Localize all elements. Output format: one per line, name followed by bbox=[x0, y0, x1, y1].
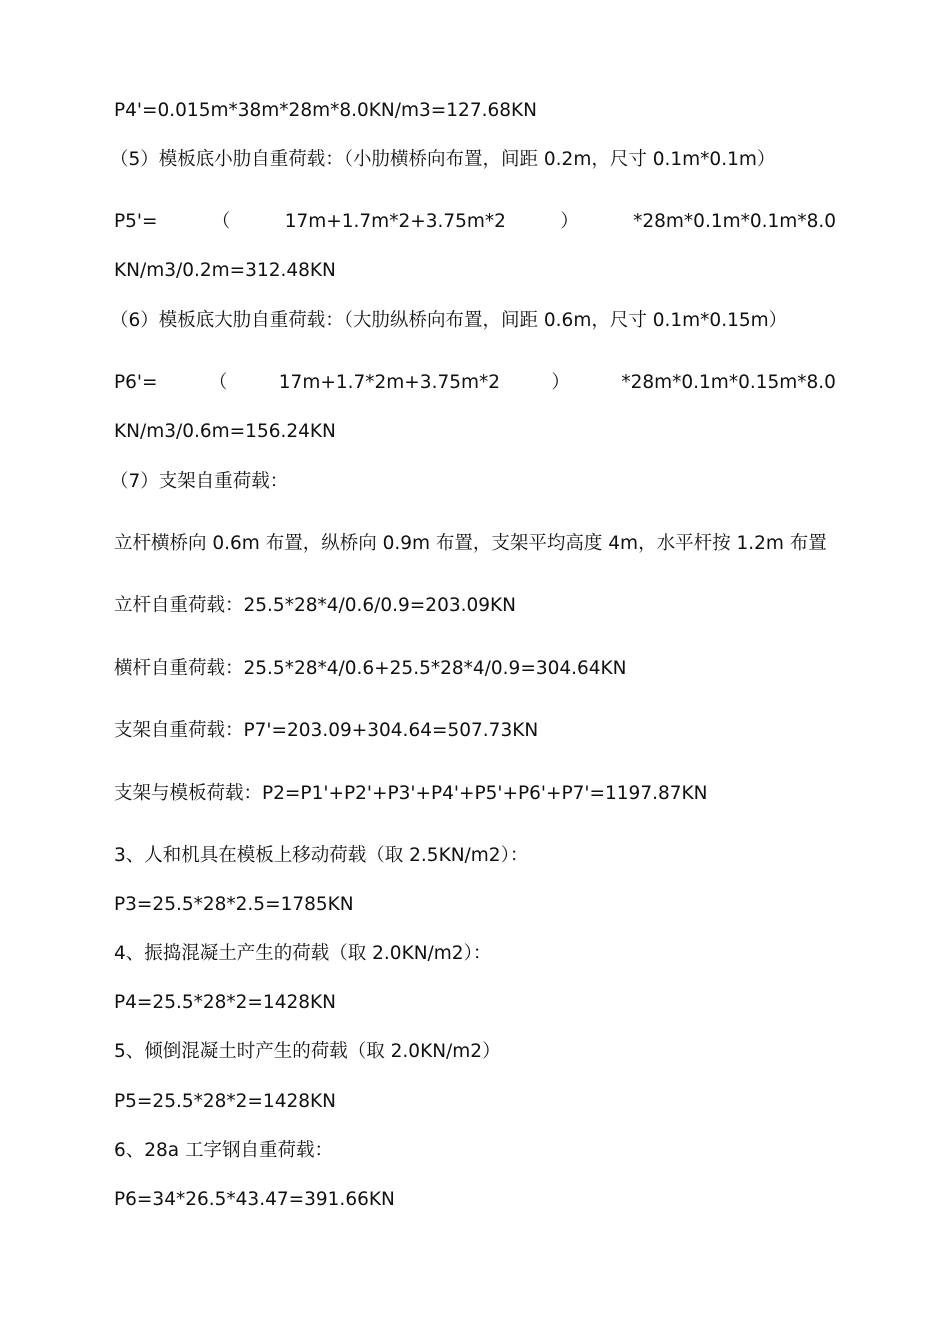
text-line: P3=25.5*28*2.5=1785KN bbox=[114, 894, 354, 915]
heading-line: （6）模板底大肋自重荷载：（大肋纵桥向布置，间距 0.6m，尺寸 0.1m*0.15m） bbox=[110, 310, 788, 331]
text-line: P4=25.5*28*2=1428KN bbox=[114, 992, 336, 1013]
formula-segment: （ bbox=[208, 372, 228, 393]
text-line: 6、28a 工字钢自重荷载： bbox=[114, 1140, 334, 1161]
text-line: P5=25.5*28*2=1428KN bbox=[114, 1091, 336, 1112]
text-line: P4'=0.015m*38m*28m*8.0KN/m3=127.68KN bbox=[114, 100, 537, 121]
formula-segment: 17m+1.7m*2+3.75m*2 bbox=[284, 211, 506, 232]
heading-line: （7）支架自重荷载： bbox=[110, 471, 289, 492]
text-line: 横杆自重荷载：25.5*28*4/0.6+25.5*28*4/0.9=304.64KN bbox=[114, 658, 627, 679]
text-line: 立杆横桥向 0.6m 布置，纵桥向 0.9m 布置，支架平均高度 4m，水平杆按 1.2m 布置 bbox=[114, 533, 827, 554]
justified-formula-line bbox=[114, 374, 836, 393]
formula-segment: *28m*0.1m*0.15m*8.0 bbox=[621, 372, 836, 393]
text-line: 4、振捣混凝土产生的荷载（取 2.0KN/m2）： bbox=[114, 943, 492, 964]
text-line: P6=34*26.5*43.47=391.66KN bbox=[114, 1189, 395, 1210]
justified-formula-line bbox=[114, 213, 836, 232]
formula-segment: 17m+1.7*2m+3.75m*2 bbox=[278, 372, 501, 393]
formula-segment: P6'= bbox=[114, 372, 158, 393]
text-line: 立杆自重荷载：25.5*28*4/0.6/0.9=203.09KN bbox=[114, 595, 517, 616]
text-line: 支架自重荷载：P7'=203.09+304.64=507.73KN bbox=[114, 720, 539, 741]
formula-segment: ） bbox=[551, 372, 570, 393]
formula-segment: （ bbox=[211, 211, 231, 232]
formula-segment: *28m*0.1m*0.1m*8.0 bbox=[633, 211, 836, 232]
formula-segment: P5'= bbox=[114, 211, 158, 232]
heading-line: （5）模板底小肋自重荷载：（小肋横桥向布置，间距 0.2m，尺寸 0.1m*0.1m） bbox=[110, 149, 776, 170]
text-line: 支架与模板荷载：P2=P1'+P2'+P3'+P4'+P5'+P6'+P7'=1197.87KN bbox=[114, 783, 708, 804]
text-line: 3、人和机具在模板上移动荷载（取 2.5KN/m2）： bbox=[114, 845, 529, 866]
text-line: KN/m3/0.2m=312.48KN bbox=[114, 260, 336, 281]
text-line: 5、倾倒混凝土时产生的荷载（取 2.0KN/m2） bbox=[114, 1041, 501, 1062]
formula-segment: ） bbox=[560, 211, 579, 232]
text-line: KN/m3/0.6m=156.24KN bbox=[114, 421, 336, 442]
